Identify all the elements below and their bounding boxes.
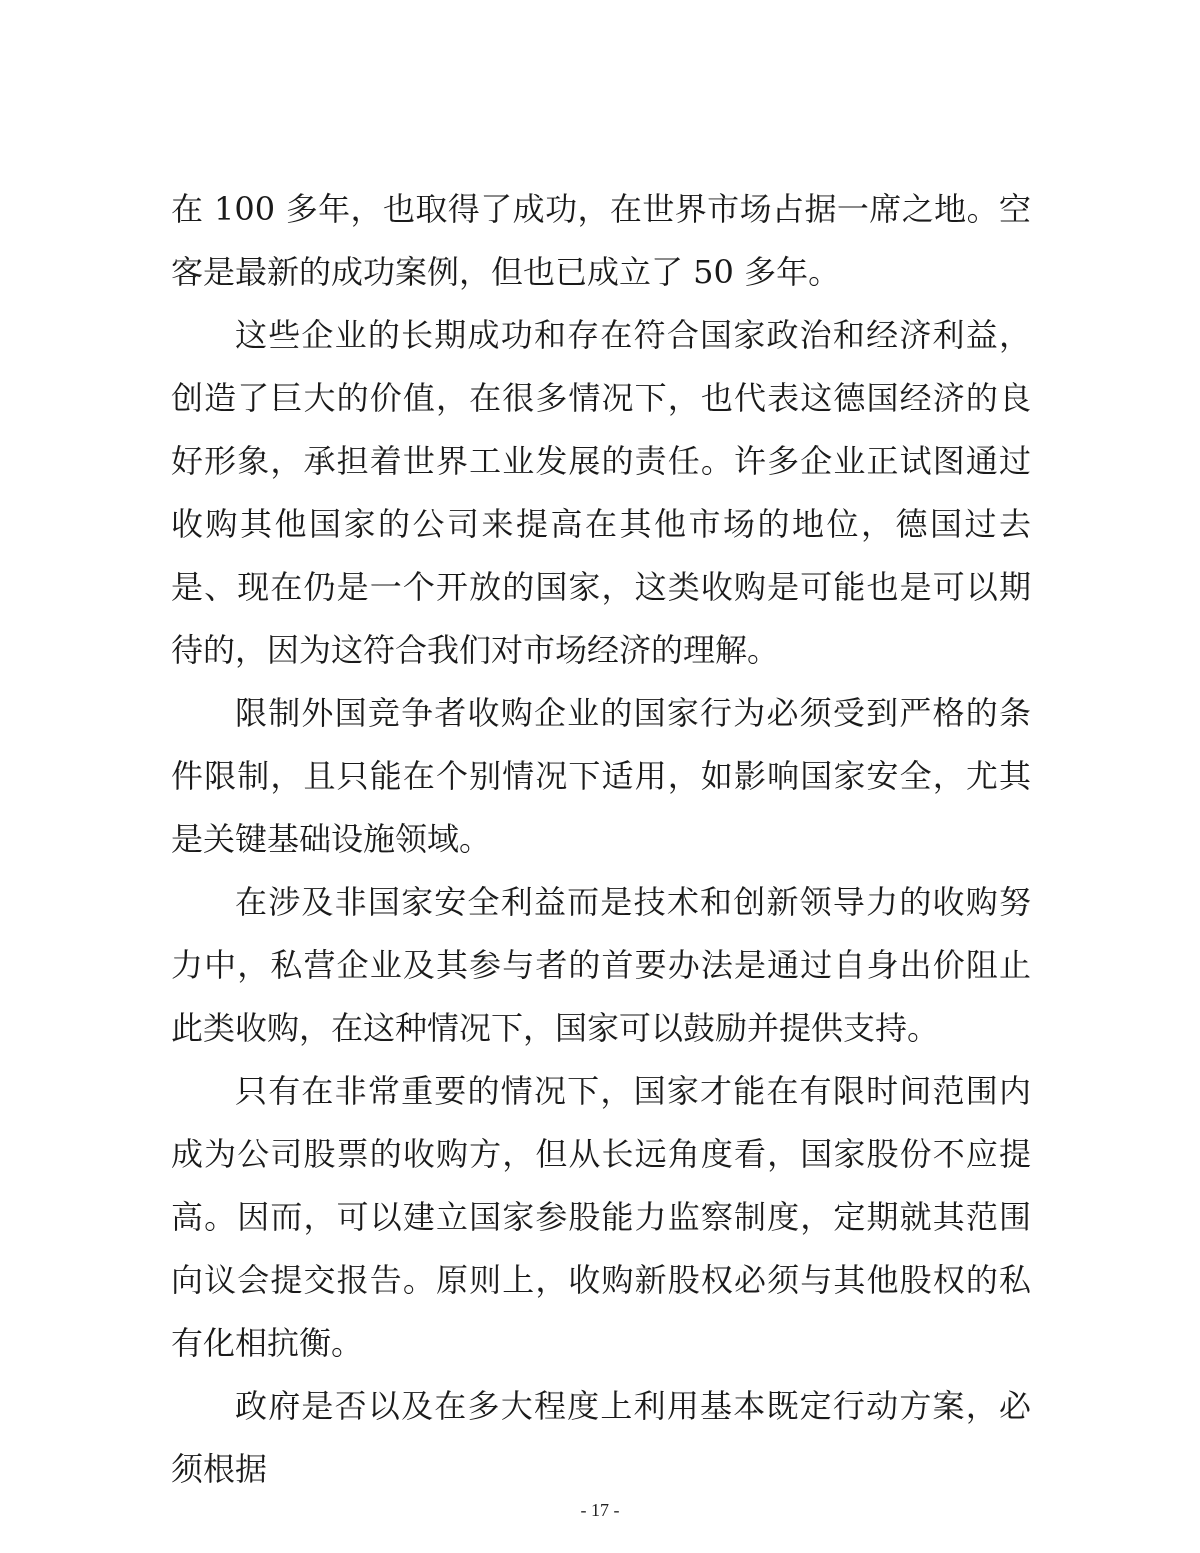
paragraph-6: 政府是否以及在多大程度上利用基本既定行动方案，必须根据 — [171, 1387, 1031, 1488]
page-number: - 17 - — [580, 1500, 620, 1520]
paragraph-3: 限制外国竞争者收购企业的国家行为必须受到严格的条件限制，且只能在个别情况下适用，如影响国家安全，尤其是关键基础设施领域。 — [171, 694, 1031, 858]
paragraph-4: 在涉及非国家安全利益而是技术和创新领导力的收购努力中，私营企业及其参与者的首要办法是通过自身出价阻止此类收购，在这种情况下，国家可以鼓励并提供支持。 — [171, 883, 1031, 1047]
paragraph-2: 这些企业的长期成功和存在符合国家政治和经济利益，创造了巨大的价值，在很多情况下，也代表这德国经济的良好形象，承担着世界工业发展的责任。许多企业正试图通过收购其他国家的公司来提高在其他市场的地位，德国过去是、现在仍是一个开放的国家，这类收购是可能也是可以期待的，因为这符合我们对市场经济的理解。 — [171, 316, 1031, 669]
body-text — [171, 178, 1031, 1501]
paragraph-5: 只有在非常重要的情况下，国家才能在有限时间范围内成为公司股票的收购方，但从长远角度看，国家股份不应提高。因而，可以建立国家参股能力监察制度，定期就其范围向议会提交报告。原则上，收购新股权必须与其他股权的私有化相抗衡。 — [171, 1072, 1031, 1362]
paragraph-1: 在 100 多年，也取得了成功，在世界市场占据一席之地。空客是最新的成功案例，但也已成立了 50 多年。 — [171, 190, 1031, 291]
